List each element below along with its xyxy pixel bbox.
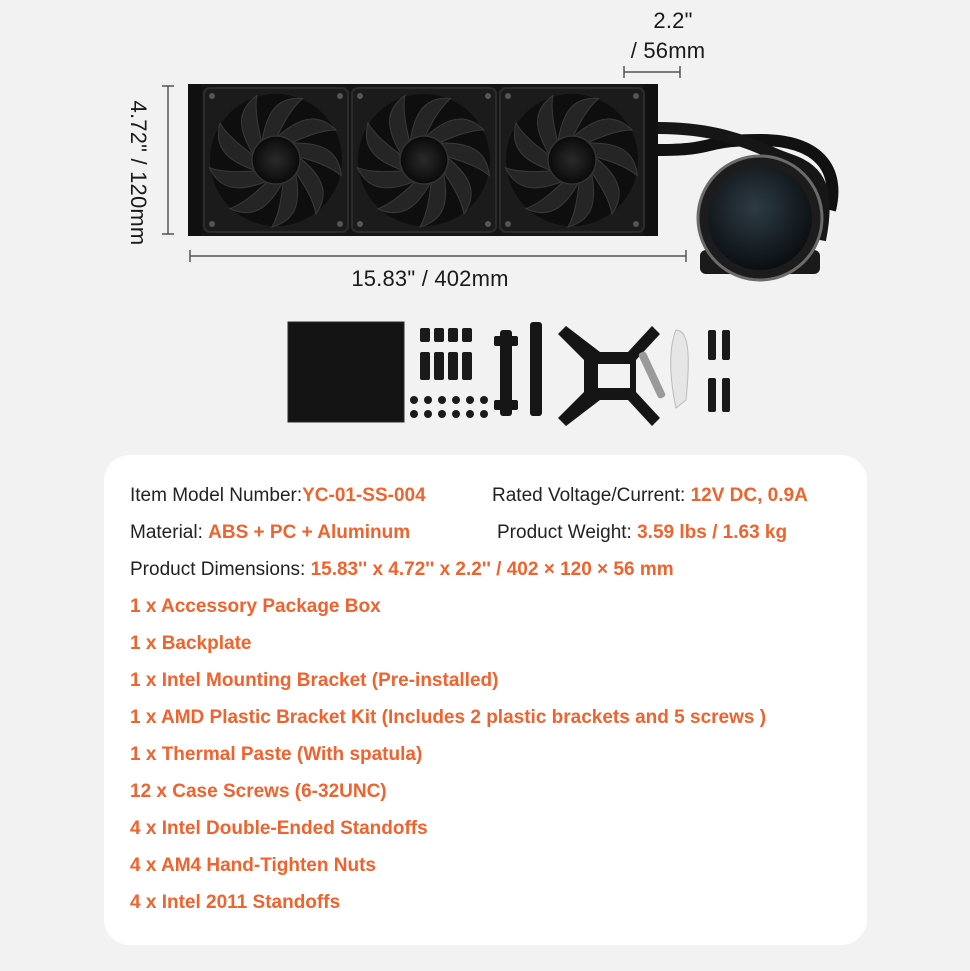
spec-material: [130, 522, 410, 544]
pump-head-icon: [698, 156, 822, 280]
voltage-value: 12V DC, 0.9A: [690, 485, 808, 506]
accessory-item: 1 x Backplate: [130, 633, 252, 654]
height-dimension: 4.72" / 120mm: [126, 100, 151, 246]
standoffs-icon: [708, 330, 730, 412]
accessory-item: 1 x Accessory Package Box: [130, 596, 381, 617]
dimensions-value: 15.83'' x 4.72'' x 2.2'' / 402 × 120 × 56 mm: [310, 559, 674, 580]
material-value: ABS + PC + Aluminum: [208, 522, 411, 543]
weight-value: 3.59 lbs / 1.63 kg: [637, 522, 788, 543]
accessory-item: 1 x Intel Mounting Bracket (Pre-installed): [130, 670, 499, 691]
weight-label: Product Weight:: [497, 522, 638, 543]
accessory-item: 1 x AMD Plastic Bracket Kit (Includes 2 plastic brackets and 5 screws ): [130, 707, 767, 728]
spec-weight: [497, 522, 787, 544]
spec-voltage: [492, 485, 808, 507]
accessory-item: 12 x Case Screws (6-32UNC): [130, 781, 387, 802]
accessory-item: 4 x AM4 Hand-Tighten Nuts: [130, 855, 376, 876]
length-dimension: 15.83" / 402mm: [351, 266, 509, 291]
material-label: Material:: [130, 522, 209, 543]
voltage-label: Rated Voltage/Current:: [492, 485, 691, 506]
depth-dimension-bottom: / 56mm: [630, 38, 706, 63]
screws-icon: [410, 328, 488, 418]
model-value: YC-01-SS-004: [302, 485, 426, 506]
spec-dimensions: [130, 559, 674, 581]
accessory-item: 1 x Thermal Paste (With spatula): [130, 744, 423, 765]
dimensions-label: Product Dimensions:: [130, 559, 311, 580]
amd-bracket-icon: [494, 322, 542, 416]
accessory-item: 4 x Intel Double-Ended Standoffs: [130, 818, 428, 839]
model-label: Item Model Number:: [130, 485, 303, 506]
accessory-box-icon: [288, 322, 404, 422]
accessory-item: 4 x Intel 2011 Standoffs: [130, 892, 341, 913]
depth-dimension-top: 2.2": [653, 8, 693, 33]
backplate-icon: [558, 326, 660, 426]
spec-row-model-voltage: [130, 485, 426, 507]
